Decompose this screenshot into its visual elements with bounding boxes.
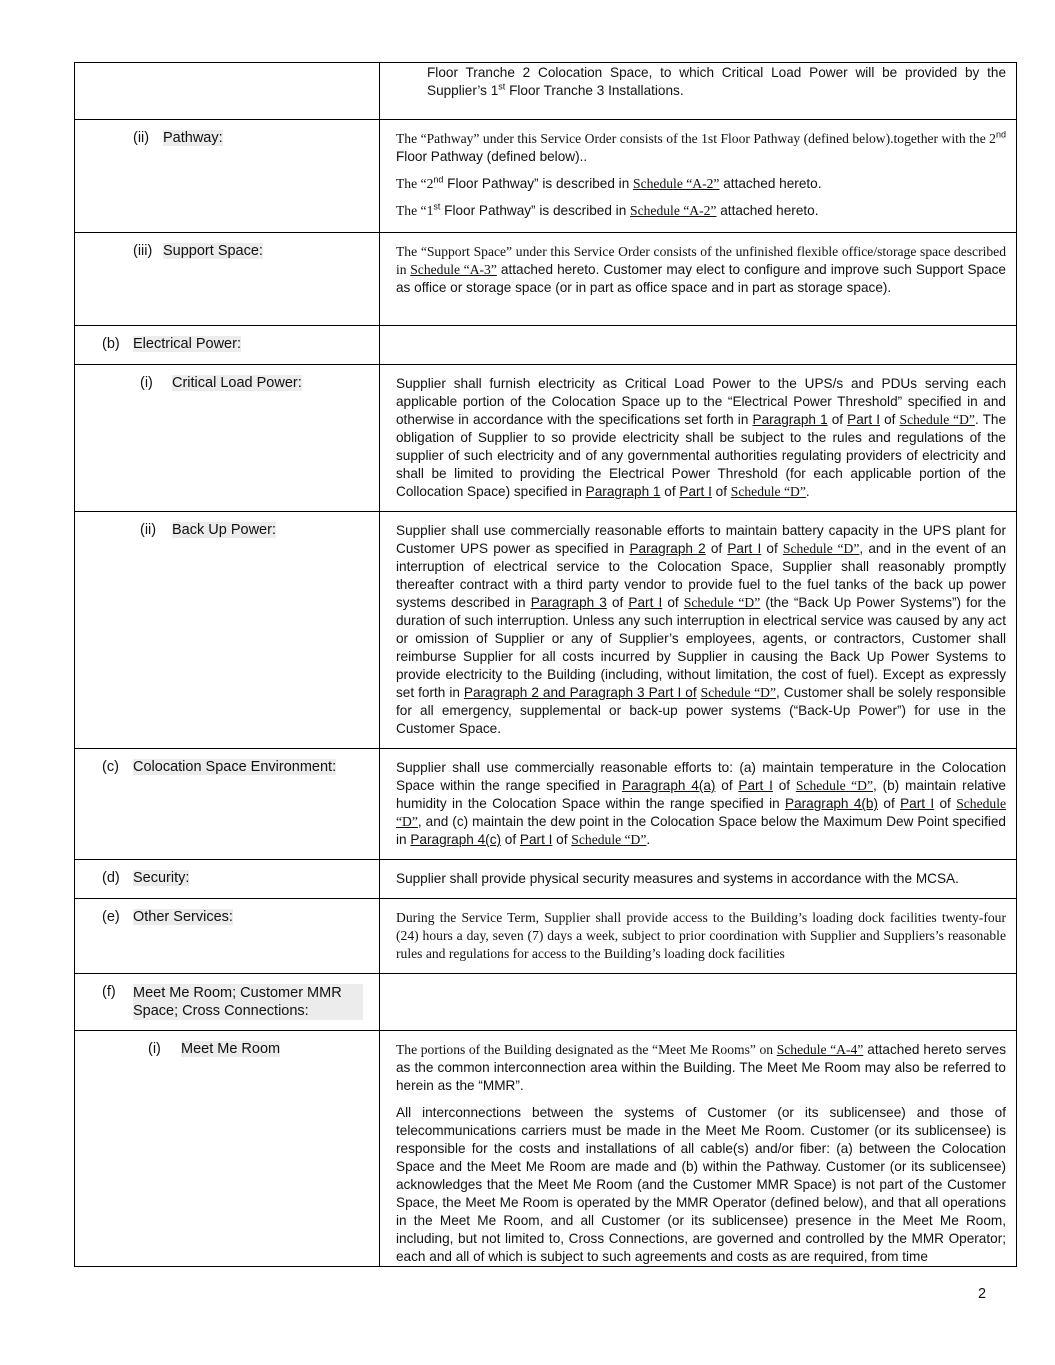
schedule-link[interactable]: Schedule “D” bbox=[730, 484, 806, 499]
item-number: (d) bbox=[102, 870, 120, 886]
paragraph-link[interactable]: Paragraph 2 and Paragraph 3 Part I of bbox=[463, 685, 697, 700]
section-label: Meet Me Room bbox=[181, 1041, 281, 1057]
content-cell bbox=[380, 1031, 1017, 1267]
paragraph-link[interactable]: Paragraph 1 bbox=[585, 484, 661, 499]
paragraph: Supplier shall provide physical security measures and systems in accordance with the MCSA. bbox=[396, 871, 959, 886]
schedule-link[interactable]: Schedule “D” bbox=[899, 412, 975, 427]
part-link[interactable]: Part I bbox=[628, 595, 663, 610]
paragraph: Supplier shall use commercially reasonable efforts to maintain battery capacity in the UPS plant for Customer UPS power as specified in Paragraph 2 of Part I of Schedule “D”, and in the event of an interruption of electrical service to the Colocation Space, Supplier shall reasonably promptly thereafter contract with a third party vendor to provide fuel to the fuel tanks of the back up power systems described in Paragraph 3 of Part I of Schedule “D” (the “Back Up Power Systems”) for the duration of such interruption. Unless any such interruption in electrical service was caused by any act or omission of Supplier or any of Supplier’s employees, agents, or contractors, Customer shall reimburse Supplier for all costs incurred by Supplier in causing the Back Up Power Systems to provide electricity to the Building (including, without limitation, the cost of fuel). Except as expressly set forth in Paragraph 2 and Paragraph 3 Part I of Schedule “D”, Customer shall be solely responsible for all emergency, supplemental or back-up power systems (“Back-Up Power”) for use in the Customer Space. bbox=[396, 523, 1007, 736]
item-number: (c) bbox=[102, 759, 119, 775]
content-cell bbox=[380, 120, 1017, 233]
table-row bbox=[75, 63, 1017, 120]
content-cell bbox=[380, 860, 1017, 899]
content-cell bbox=[380, 365, 1017, 512]
schedule-link[interactable]: Schedule “D” bbox=[795, 778, 873, 793]
item-number: (iii) bbox=[133, 243, 153, 259]
item-number: (i) bbox=[148, 1041, 161, 1057]
paragraph-link[interactable]: Paragraph 3 bbox=[530, 595, 607, 610]
schedule-link[interactable]: Schedule “D” bbox=[700, 685, 776, 700]
label-cell bbox=[75, 326, 380, 365]
paragraph: The portions of the Building designated as the “Meet Me Rooms” on Schedule “A-4” attached hereto serves as the common interconnection area within the Building. The Meet Me Room may also be referred to herein as the “MMR”. bbox=[396, 1042, 1006, 1093]
table-row bbox=[75, 512, 1017, 749]
paragraph: The “2nd Floor Pathway” is described in Schedule “A-2” attached hereto. bbox=[396, 174, 822, 191]
schedule-link[interactable]: Schedule “D” bbox=[396, 796, 1007, 829]
section-label: Pathway: bbox=[163, 130, 223, 146]
label-cell bbox=[75, 860, 380, 899]
schedule-link[interactable]: Schedule “D” bbox=[683, 595, 761, 610]
table-row bbox=[75, 120, 1017, 233]
paragraph: The “Support Space” under this Service Order consists of the unfinished flexible office/storage space described in Schedule “A-3” attached hereto. Customer may elect to configure and improve such Support Space as office or storage space (or in part as office space and in part as storage space). bbox=[396, 244, 1006, 295]
page-number: 2 bbox=[978, 1286, 987, 1302]
table-row bbox=[75, 749, 1017, 860]
part-link[interactable]: Part I bbox=[519, 832, 553, 847]
content-cell bbox=[380, 63, 1017, 120]
content-cell bbox=[380, 233, 1017, 326]
content-cell bbox=[380, 326, 1017, 365]
paragraph-link[interactable]: Paragraph 1 bbox=[752, 412, 828, 427]
paragraph: All interconnections between the systems of Customer (or its sublicensee) and those of telecommunications carriers must be made in the Meet Me Room. Customer (or its sublicensee) is responsible for the costs and installations of all cable(s) and/or fiber: (a) between the Colocation Space and the Meet Me Room are made and (b) within the Pathway. Customer (or its sublicensee) acknowledges that the Meet Me Room (and the Customer MMR Space) is not part of the Customer Space, the Meet Me Room is operated by the MMR Operator (defined below), and that all operations in the Meet Me Room, and all Customer (or its sublicensee) presence in the Meet Me Room, including, but not limited to, Cross Connections, are governed and controlled by the MMR Operator; each and all of which is subject to such agreements and costs as are required, from time bbox=[396, 1105, 1006, 1264]
section-label: Support Space: bbox=[163, 243, 263, 259]
content-cell bbox=[380, 749, 1017, 860]
section-label: Colocation Space Environment: bbox=[133, 759, 337, 775]
schedule-link[interactable]: Schedule “D” bbox=[782, 541, 860, 556]
item-number: (i) bbox=[140, 375, 153, 391]
item-number: (ii) bbox=[140, 522, 157, 538]
item-number: (f) bbox=[102, 984, 116, 1000]
part-link[interactable]: Part I bbox=[727, 541, 762, 556]
paragraph-link[interactable]: Paragraph 4(c) bbox=[410, 832, 502, 847]
label-cell bbox=[75, 899, 380, 974]
section-label: Other Services: bbox=[133, 909, 233, 925]
paragraph-link[interactable]: Paragraph 2 bbox=[629, 541, 706, 556]
paragraph: Supplier shall furnish electricity as Critical Load Power to the UPS/s and PDUs serving each applicable portion of the Colocation Space up to the “Electrical Power Threshold” specified in and otherwise in accordance with the specifications set forth in Paragraph 1 of Part I of Schedule “D”. The obligation of Supplier to so provide electricity shall be subject to the rules and regulations of the supplier of such electricity and of any governmental authorities regulating providers of electricity and shall be limited to providing the Electrical Power Threshold (for each applicable portion of the Collocation Space) specified in Paragraph 1 of Part I of Schedule “D”. bbox=[396, 376, 1007, 499]
service-order-table bbox=[74, 62, 1017, 1267]
item-number: (ii) bbox=[133, 130, 150, 146]
tranche-text: Floor Tranche 2 Colocation Space, to which Critical Load Power will be provided by the Supplier’s 1st Floor Tranche 3 Installations. bbox=[427, 65, 1006, 98]
label-cell bbox=[75, 63, 380, 120]
table-row bbox=[75, 365, 1017, 512]
table-row bbox=[75, 860, 1017, 899]
section-label: Security: bbox=[133, 870, 190, 886]
content-cell bbox=[380, 974, 1017, 1031]
paragraph: Supplier shall use commercially reasonable efforts to: (a) maintain temperature in the Colocation Space within the range specified in Paragraph 4(a) of Part I of Schedule “D”, (b) maintain relative humidity in the Colocation Space within the range specified in Paragraph 4(b) of Part I of Schedule “D”, and (c) maintain the dew point in the Colocation Space below the Maximum Dew Point specified in Paragraph 4(c) of Part I of Schedule “D”. bbox=[396, 760, 1007, 847]
part-link[interactable]: Part I bbox=[679, 484, 712, 499]
paragraph: During the Service Term, Supplier shall provide access to the Building’s loading dock facilities twenty-four (24) hours a day, seven (7) days a week, subject to prior coordination with Supplier and Suppliers’s reasonable rules and regulations for access to the Building’s loading dock facilities bbox=[396, 910, 1006, 961]
label-cell bbox=[75, 365, 380, 512]
section-label: Critical Load Power: bbox=[172, 375, 302, 391]
label-cell bbox=[75, 512, 380, 749]
part-link[interactable]: Part I bbox=[847, 412, 880, 427]
paragraph: The “Pathway” under this Service Order consists of the 1st Floor Pathway (defined below).together with the 2nd Floor Pathway (defined below).. bbox=[396, 129, 1006, 164]
section-label: Back Up Power: bbox=[172, 522, 276, 538]
label-cell bbox=[75, 233, 380, 326]
item-number: (b) bbox=[102, 336, 120, 352]
schedule-link[interactable]: Schedule “A-3” bbox=[410, 262, 497, 277]
label-cell bbox=[75, 974, 380, 1031]
part-link[interactable]: Part I bbox=[900, 796, 935, 811]
table-row bbox=[75, 233, 1017, 326]
label-cell bbox=[75, 1031, 380, 1267]
part-link[interactable]: Part I bbox=[738, 778, 773, 793]
schedule-link[interactable]: Schedule “A-2” bbox=[630, 203, 717, 218]
label-cell bbox=[75, 749, 380, 860]
section-label: Meet Me Room; Customer MMR Space; Cross Connections: bbox=[133, 984, 363, 1020]
schedule-link[interactable]: Schedule “A-2” bbox=[633, 176, 720, 191]
item-number: (e) bbox=[102, 909, 120, 925]
content-cell bbox=[380, 899, 1017, 974]
label-cell bbox=[75, 120, 380, 233]
schedule-link[interactable]: Schedule “A-4” bbox=[776, 1042, 864, 1057]
section-label: Electrical Power: bbox=[133, 336, 241, 352]
schedule-link[interactable]: Schedule “D” bbox=[571, 832, 647, 847]
table-row bbox=[75, 1031, 1017, 1267]
paragraph: The “1st Floor Pathway” is described in Schedule “A-2” attached hereto. bbox=[396, 201, 819, 218]
table-row bbox=[75, 974, 1017, 1031]
paragraph-link[interactable]: Paragraph 4(a) bbox=[622, 778, 716, 793]
table-row bbox=[75, 899, 1017, 974]
paragraph-link[interactable]: Paragraph 4(b) bbox=[785, 796, 879, 811]
content-cell bbox=[380, 512, 1017, 749]
table-row bbox=[75, 326, 1017, 365]
